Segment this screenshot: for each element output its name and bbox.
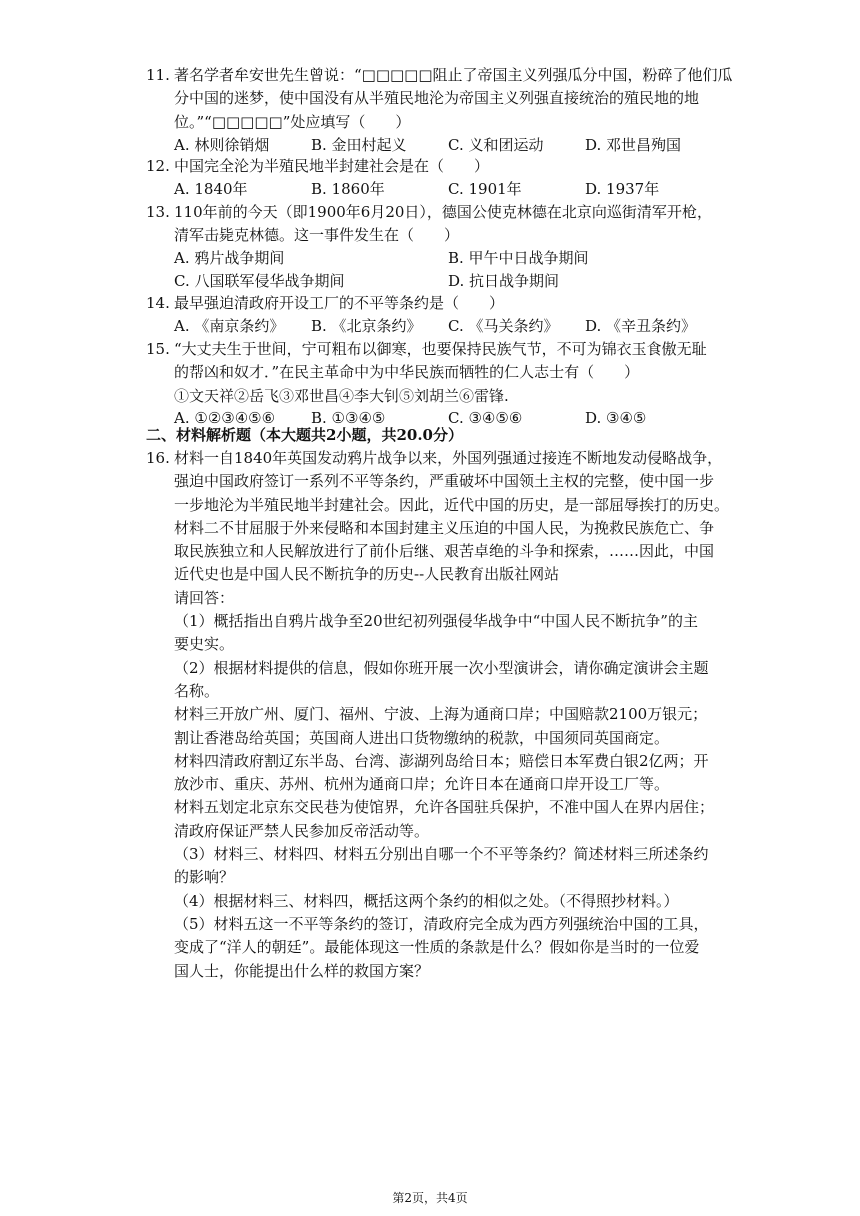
stem-line: （4）根据材料三、材料四，概括这两个条约的相似之处。（不得照抄材料。） — [174, 891, 679, 910]
question-stem — [174, 447, 730, 983]
question-number: 16. — [146, 449, 170, 467]
option-c: C. 1901年 — [448, 180, 522, 198]
option-d: D. 1937年 — [585, 180, 660, 198]
stem-line: 的影响？ — [174, 868, 235, 887]
option-b: B. 金田村起义 — [311, 136, 407, 154]
section-heading: 二、材料解析题（本大题共2小题，共20.0分） — [146, 426, 463, 444]
option-b: B. ①③④⑤ — [311, 409, 386, 427]
stem-line: 著名学者牟安世先生曾说：“□□□□□阻止了帝国主义列强瓜分中国，粉碎了他们瓜 — [174, 66, 733, 84]
question-stem — [174, 155, 704, 178]
question-number: 11. — [146, 66, 170, 84]
option-c: C. ③④⑤⑥ — [448, 409, 523, 427]
stem-line: 要史实。 — [174, 635, 235, 654]
stem-line: 清政府保证严禁人民参加反帝活动等。 — [174, 821, 430, 840]
stem-line: 的帮凶和奴才．”在民主革命中为中华民族而牺牲的仁人志士有（ ） — [174, 363, 640, 382]
stem-line: 近代史也是中国人民不断抗争的历史--人民教育出版社网站 — [174, 565, 560, 584]
stem-line: （1）概括指出自鸦片战争至20世纪初列强侵华战争中“中国人民不断抗争”的主 — [174, 612, 698, 631]
option-a: A. 鸦片战争期间 — [174, 249, 285, 267]
stem-line: 清军击毙克林德。这一事件发生在（ ） — [174, 226, 460, 245]
stem-line: 放沙市、重庆、苏州、杭州为通商口岸；允许日本在通商口岸开设工厂等。 — [174, 775, 670, 794]
stem-line: 材料一自1840年英国发动鸦片战争以来，外国列强通过接连不断地发动侵略战争， — [174, 449, 723, 467]
stem-line: （5）材料五这一不平等条约的签订，清政府完全成为西方列强统治中国的工具， — [174, 914, 709, 933]
stem-line: 国人士，你能提出什么样的救国方案？ — [174, 961, 430, 980]
question-number: 13. — [146, 203, 170, 221]
options-row — [174, 270, 694, 293]
stem-line: 割让香港岛给英国；英国商人进出口货物缴纳的税款，中国须同英国商定。 — [174, 728, 670, 747]
option-c: C. 《马关条约》 — [448, 317, 559, 335]
question-stem — [174, 64, 733, 134]
question-stem — [174, 338, 707, 408]
option-b: B. 1860年 — [311, 180, 385, 198]
stem-line: 请回答： — [174, 588, 235, 607]
stem-line: 材料四清政府割辽东半岛、台湾、澎湖列岛给日本；赔偿日本军费白银2亿两；开 — [174, 751, 709, 770]
option-c: C. 八国联军侵华战争期间 — [174, 272, 345, 290]
option-a: A. 《南京条约》 — [174, 317, 285, 335]
stem-line: 一步地沦为半殖民地半封建社会。因此，近代中国的历史，是一部屈辱挨打的历史。 — [174, 495, 730, 514]
stem-line: 材料二不甘屈服于外来侵略和本国封建主义压迫的中国人民，为挽救民族危亡、争 — [174, 518, 715, 537]
option-a: A. 1840年 — [174, 180, 248, 198]
page-footer: 第2页，共4页 — [392, 1191, 468, 1205]
option-b: B. 甲午中日战争期间 — [448, 249, 589, 267]
stem-line: 变成了“洋人的朝廷”。最能体现这一性质的条款是什么？假如你是当时的一位爱 — [174, 938, 700, 957]
options-row — [174, 247, 694, 270]
stem-line: 110年前的今天（即1900年6月20日），德国公使克林德在北京向巡街清军开枪， — [174, 203, 712, 221]
stem-line: 材料三开放广州、厦门、福州、宁波、上海为通商口岸；中国赔款2100万银元； — [174, 705, 708, 724]
option-d: D. 抗日战争期间 — [448, 272, 560, 290]
stem-line: 强迫中国政府签订一系列不平等条约，严重破坏中国领土主权的完整，使中国一步 — [174, 472, 715, 491]
question-number: 15. — [146, 340, 170, 358]
question-stem — [174, 201, 712, 248]
question-number: 14. — [146, 294, 170, 312]
option-d: D. ③④⑤ — [585, 409, 647, 427]
option-d: D. 《辛丑条约》 — [585, 317, 697, 335]
option-a: A. 林则徐销烟 — [174, 136, 270, 154]
option-b: B. 《北京条约》 — [311, 317, 422, 335]
stem-line: 名称。 — [174, 681, 220, 700]
options-row — [174, 178, 694, 201]
stem-line: 最早强迫清政府开设工厂的不平等条约是（ ） — [174, 294, 505, 312]
option-d: D. 邓世昌殉国 — [585, 136, 682, 154]
options-row — [174, 315, 697, 338]
stem-line: 分中国的迷梦，使中国没有从半殖民地沦为帝国主义列强直接统治的殖民地的地 — [174, 89, 700, 108]
stem-line: （3）材料三、材料四、材料五分别出自哪一个不平等条约？简述材料三所述条约 — [174, 845, 709, 864]
options-row — [174, 134, 694, 157]
stem-line: ①文天祥②岳飞③邓世昌④李大钊⑤刘胡兰⑥雷锋. — [174, 386, 509, 405]
stem-line: （2）根据材料提供的信息，假如你班开展一次小型演讲会，请你确定演讲会主题 — [174, 658, 709, 677]
stem-line: “大丈夫生于世间，宁可粗布以御寒，也要保持民族气节，不可为锦衣玉食傲无耻 — [174, 340, 707, 358]
option-c: C. 义和团运动 — [448, 136, 544, 154]
stem-line: 中国完全沦为半殖民地半封建社会是在（ ） — [174, 157, 490, 175]
option-a: A. ①②③④⑤⑥ — [174, 409, 276, 427]
question-number: 12. — [146, 157, 170, 175]
stem-line: 取民族独立和人民解放进行了前仆后继、艰苦卓绝的斗争和探索，……因此，中国 — [174, 542, 715, 561]
stem-line: 材料五划定北京东交民巷为使馆界，允许各国驻兵保护，不准中国人在界内居住； — [174, 798, 715, 817]
stem-line: 位。”“□□□□□”处应填写（ ） — [174, 112, 411, 131]
question-stem — [174, 292, 704, 315]
